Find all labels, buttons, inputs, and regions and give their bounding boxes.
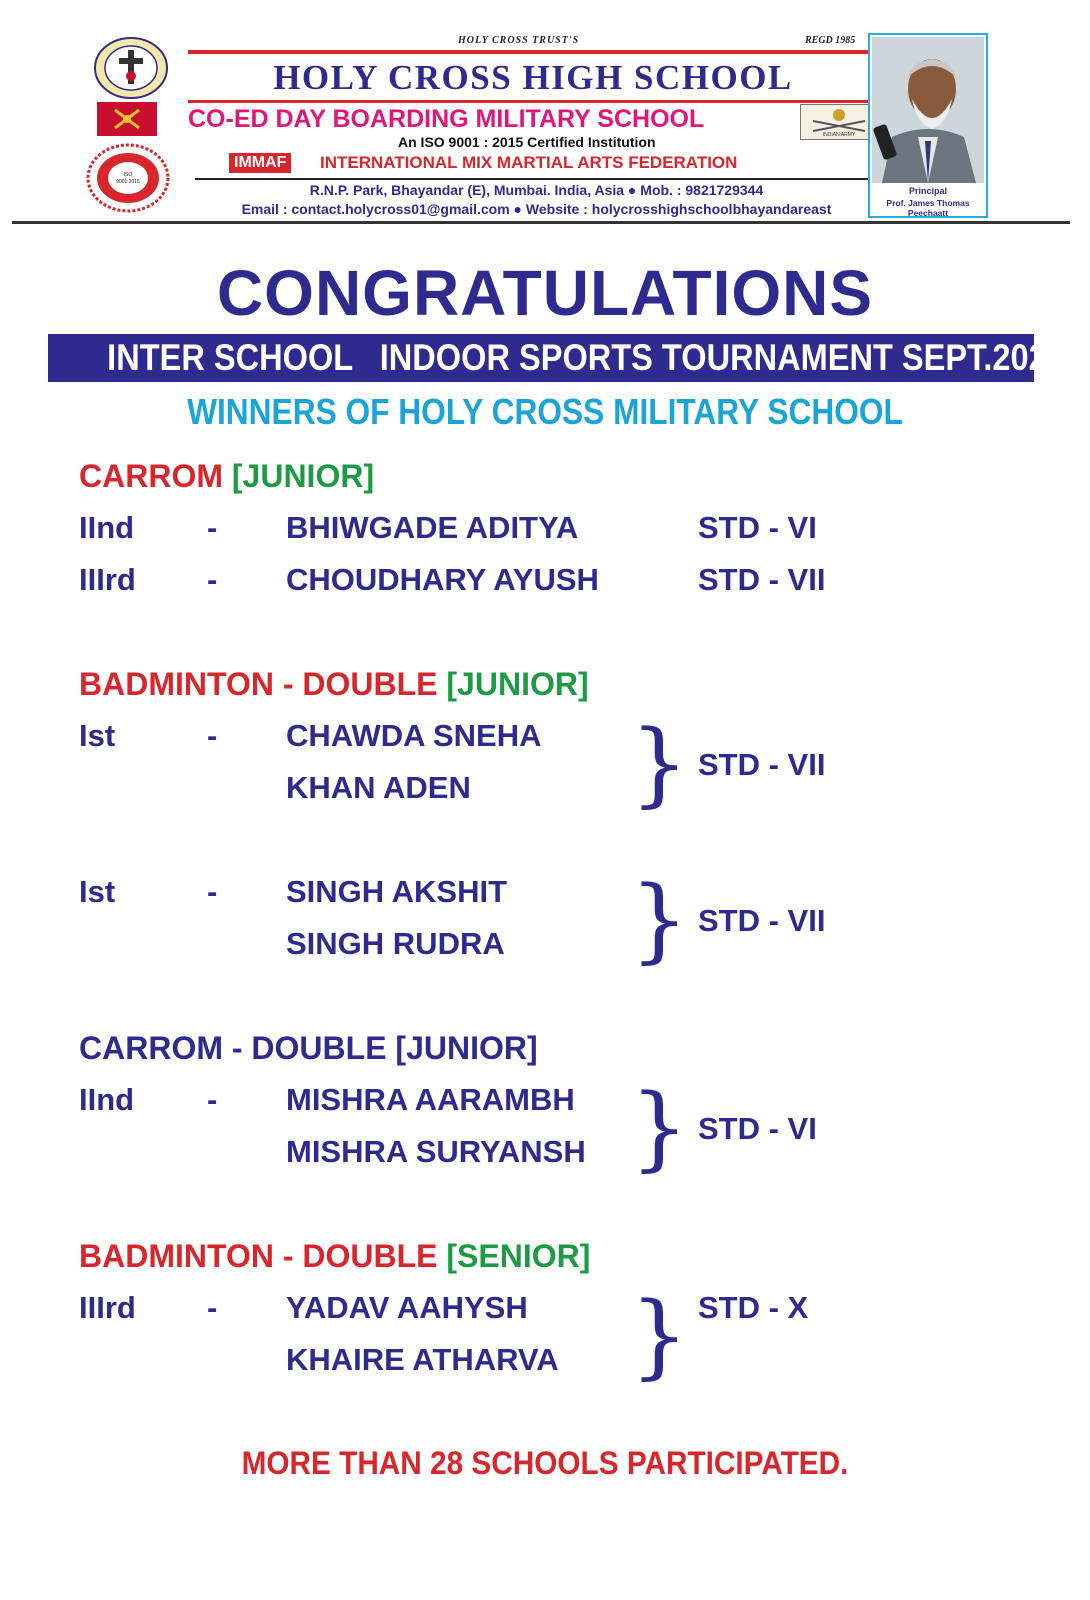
entry-name: SINGH AKSHIT (286, 874, 508, 909)
tournament-banner (48, 334, 1065, 382)
entry-dash: - (207, 718, 218, 753)
entry-name: MISHRA AARAMBH (286, 1082, 575, 1117)
entry-position: IIIrd (79, 562, 136, 597)
entry-position: Ist (79, 718, 116, 753)
header-rule-bottom (195, 178, 878, 180)
indian-army-emblem-icon (800, 104, 878, 140)
entry-position: IIIrd (79, 1290, 136, 1325)
header-rule-top (188, 50, 878, 54)
svg-text:ISO: ISO (123, 172, 133, 178)
entry-position: Ist (79, 874, 116, 909)
entry-std: STD - VII (698, 747, 826, 782)
entry-dash: - (207, 562, 218, 597)
winners-heading: WINNERS OF HOLY CROSS MILITARY SCHOOL (187, 391, 903, 432)
section-level: [JUNIOR] (231, 458, 375, 494)
immaf-name: INTERNATIONAL MIX MARTIAL ARTS FEDERATION (320, 153, 738, 172)
tournament-banner-text: INTER SCHOOL INDOOR SPORTS TOURNAMENT SEPT.2023 (107, 337, 1065, 378)
iso-certification: An ISO 9001 : 2015 Certified Institution (398, 134, 656, 150)
regd-label: REGD 1985 (805, 35, 856, 46)
school-address: R.N.P. Park, Bhayandar (E), Mumbai. India, Asia ● Mob. : 9821729344 (309, 182, 764, 198)
school-name: HOLY CROSS HIGH SCHOOL (273, 58, 793, 97)
entry-std: STD - VII (698, 903, 826, 938)
section-heading (79, 665, 589, 703)
entry-dash: - (207, 1082, 218, 1117)
entry-position: IInd (79, 1082, 135, 1117)
entry-name: CHAWDA SNEHA (286, 718, 542, 753)
letterhead-divider (12, 221, 1070, 224)
header-rule-mid (188, 100, 878, 103)
school-subtitle: CO-ED DAY BOARDING MILITARY SCHOOL (188, 105, 705, 133)
immaf-badge: IMMAF (229, 153, 291, 173)
section-heading (79, 1029, 538, 1067)
principal-title: Principal (908, 186, 947, 196)
section-name: CARROM - DOUBLE [JUNIOR] (79, 1030, 538, 1066)
trust-label: HOLY CROSS TRUST'S (458, 35, 580, 46)
participation-note: MORE THAN 28 SCHOOLS PARTICIPATED. (241, 1445, 849, 1481)
entry-std: STD - VI (698, 1111, 817, 1146)
entry-name: BHIWGADE ADITYA (286, 510, 579, 545)
entry-name: KHAN ADEN (286, 770, 471, 805)
page-title: CONGRATULATIONS (216, 257, 874, 329)
curly-brace-icon: } (630, 1074, 689, 1181)
section-name: CARROM (79, 458, 223, 494)
entry-name: MISHRA SURYANSH (286, 1134, 586, 1169)
entry-dash: - (207, 874, 218, 909)
iso-certified-seal-icon (86, 143, 170, 213)
curly-brace-icon: } (630, 1282, 689, 1389)
section-heading (79, 1237, 590, 1275)
section-name: BADMINTON - DOUBLE (79, 666, 438, 702)
entry-std: STD - VII (698, 562, 826, 597)
entry-std: STD - X (698, 1290, 809, 1325)
school-contact: Email : contact.holycross01@gmail.com ● Website : holycrosshighschoolbhayandareast (241, 201, 832, 217)
entry-dash: - (207, 510, 218, 545)
army-flag-icon (97, 102, 157, 136)
entry-name: CHOUDHARY AYUSH (286, 562, 599, 597)
svg-text:9001:2015: 9001:2015 (116, 179, 140, 185)
section-name: BADMINTON - DOUBLE (79, 1238, 438, 1274)
principal-name: Prof. James Thomas Peechaatt (886, 198, 970, 218)
entry-name: KHAIRE ATHARVA (286, 1342, 559, 1377)
entry-name: YADAV AAHYSH (286, 1290, 528, 1325)
svg-text:INDIAN ARMY: INDIAN ARMY (822, 132, 856, 138)
entry-dash: - (207, 1290, 218, 1325)
principal-photo (872, 37, 984, 183)
entry-name: SINGH RUDRA (286, 926, 505, 961)
curly-brace-icon: } (630, 710, 689, 817)
curly-brace-icon: } (630, 866, 689, 973)
section-level: [JUNIOR] (446, 666, 589, 702)
school-crest-logo (93, 36, 169, 100)
entry-std: STD - VI (698, 510, 817, 545)
section-level: [SENIOR] (446, 1238, 591, 1274)
entry-position: IInd (79, 510, 135, 545)
section-heading (79, 457, 374, 495)
